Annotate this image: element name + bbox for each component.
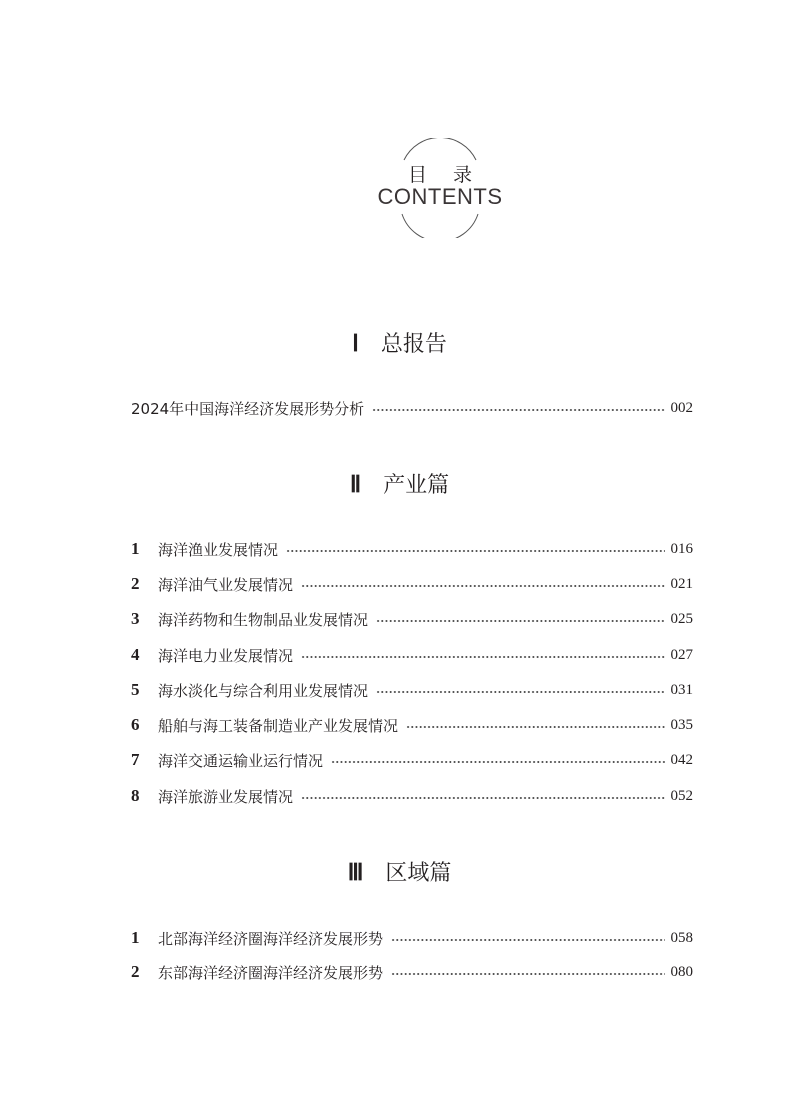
section-name: 区域篇 (385, 861, 452, 886)
toc-entry-title: 东部海洋经济圈海洋经济发展形势 (158, 963, 384, 982)
toc-entry-title: 海洋渔业发展情况 (158, 540, 279, 559)
toc-entry[interactable] (131, 927, 693, 949)
header-title-cn: 目 录 (407, 164, 483, 186)
toc-entry-title: 船舶与海工装备制造业产业发展情况 (158, 716, 399, 735)
dot-leader (331, 761, 664, 763)
dot-leader (286, 550, 664, 552)
toc-entry-page: 052 (670, 787, 693, 804)
toc-entry[interactable] (131, 785, 693, 807)
toc-entry[interactable] (131, 749, 693, 771)
toc-entry-index: 8 (131, 786, 140, 805)
toc-entry-page: 035 (670, 716, 693, 733)
section-numeral: Ⅰ (352, 331, 359, 356)
toc-entry-page: 025 (670, 610, 693, 627)
toc-entry-index: 7 (131, 750, 140, 769)
contents-header (360, 138, 520, 238)
toc-entry-page: 058 (670, 929, 693, 946)
dot-leader (301, 585, 664, 587)
dot-leader (391, 973, 664, 975)
toc-entry[interactable] (131, 679, 693, 701)
toc-entry-index: 2 (131, 962, 140, 981)
toc-entry[interactable] (131, 608, 693, 630)
toc-entry-index: 5 (131, 680, 140, 699)
section-title-1[interactable] (0, 327, 799, 358)
toc-entry-title: 海水淡化与综合利用业发展情况 (158, 681, 369, 700)
toc-entry-index: 6 (131, 715, 140, 734)
toc-entry[interactable] (131, 573, 693, 595)
section-title-3[interactable] (0, 856, 799, 887)
section-numeral: Ⅱ (349, 472, 362, 497)
toc-entry-title: 海洋旅游业发展情况 (158, 787, 294, 806)
toc-entry-index: 1 (131, 928, 140, 947)
section-title-2[interactable] (0, 468, 799, 499)
toc-entry[interactable] (131, 397, 693, 419)
section-name: 总报告 (380, 332, 447, 357)
dot-leader (301, 797, 664, 799)
toc-entry-page: 031 (670, 681, 693, 698)
section-name: 产业篇 (383, 473, 450, 498)
toc-entry-title: 2024年中国海洋经济发展形势分析 (131, 399, 365, 418)
dot-leader (406, 726, 664, 728)
toc-entry-index: 4 (131, 645, 140, 664)
dot-leader (376, 691, 664, 693)
toc-entry-page: 080 (670, 963, 693, 980)
dot-leader (376, 620, 664, 622)
toc-entry-index: 2 (131, 574, 140, 593)
toc-entry-index: 1 (131, 539, 140, 558)
toc-entry-page: 042 (670, 751, 693, 768)
toc-entry-page: 021 (670, 575, 693, 592)
toc-entry-title: 海洋交通运输业运行情况 (158, 751, 324, 770)
dot-leader (301, 656, 664, 658)
toc-entry[interactable] (131, 961, 693, 983)
toc-entry-page: 016 (670, 540, 693, 557)
toc-entry[interactable] (131, 538, 693, 560)
toc-entry-title: 海洋药物和生物制品业发展情况 (158, 610, 369, 629)
section-numeral: Ⅲ (347, 860, 364, 885)
toc-entry-title: 海洋油气业发展情况 (158, 575, 294, 594)
toc-entry[interactable] (131, 714, 693, 736)
header-title-en: CONTENTS (377, 184, 503, 209)
dot-leader (372, 409, 664, 411)
dot-leader (391, 939, 664, 941)
toc-entry-title: 北部海洋经济圈海洋经济发展形势 (158, 929, 384, 948)
toc-entry-index: 3 (131, 609, 140, 628)
toc-entry-title: 海洋电力业发展情况 (158, 646, 294, 665)
toc-entry[interactable] (131, 644, 693, 666)
toc-entry-page: 002 (670, 399, 693, 416)
toc-entry-page: 027 (670, 646, 693, 663)
